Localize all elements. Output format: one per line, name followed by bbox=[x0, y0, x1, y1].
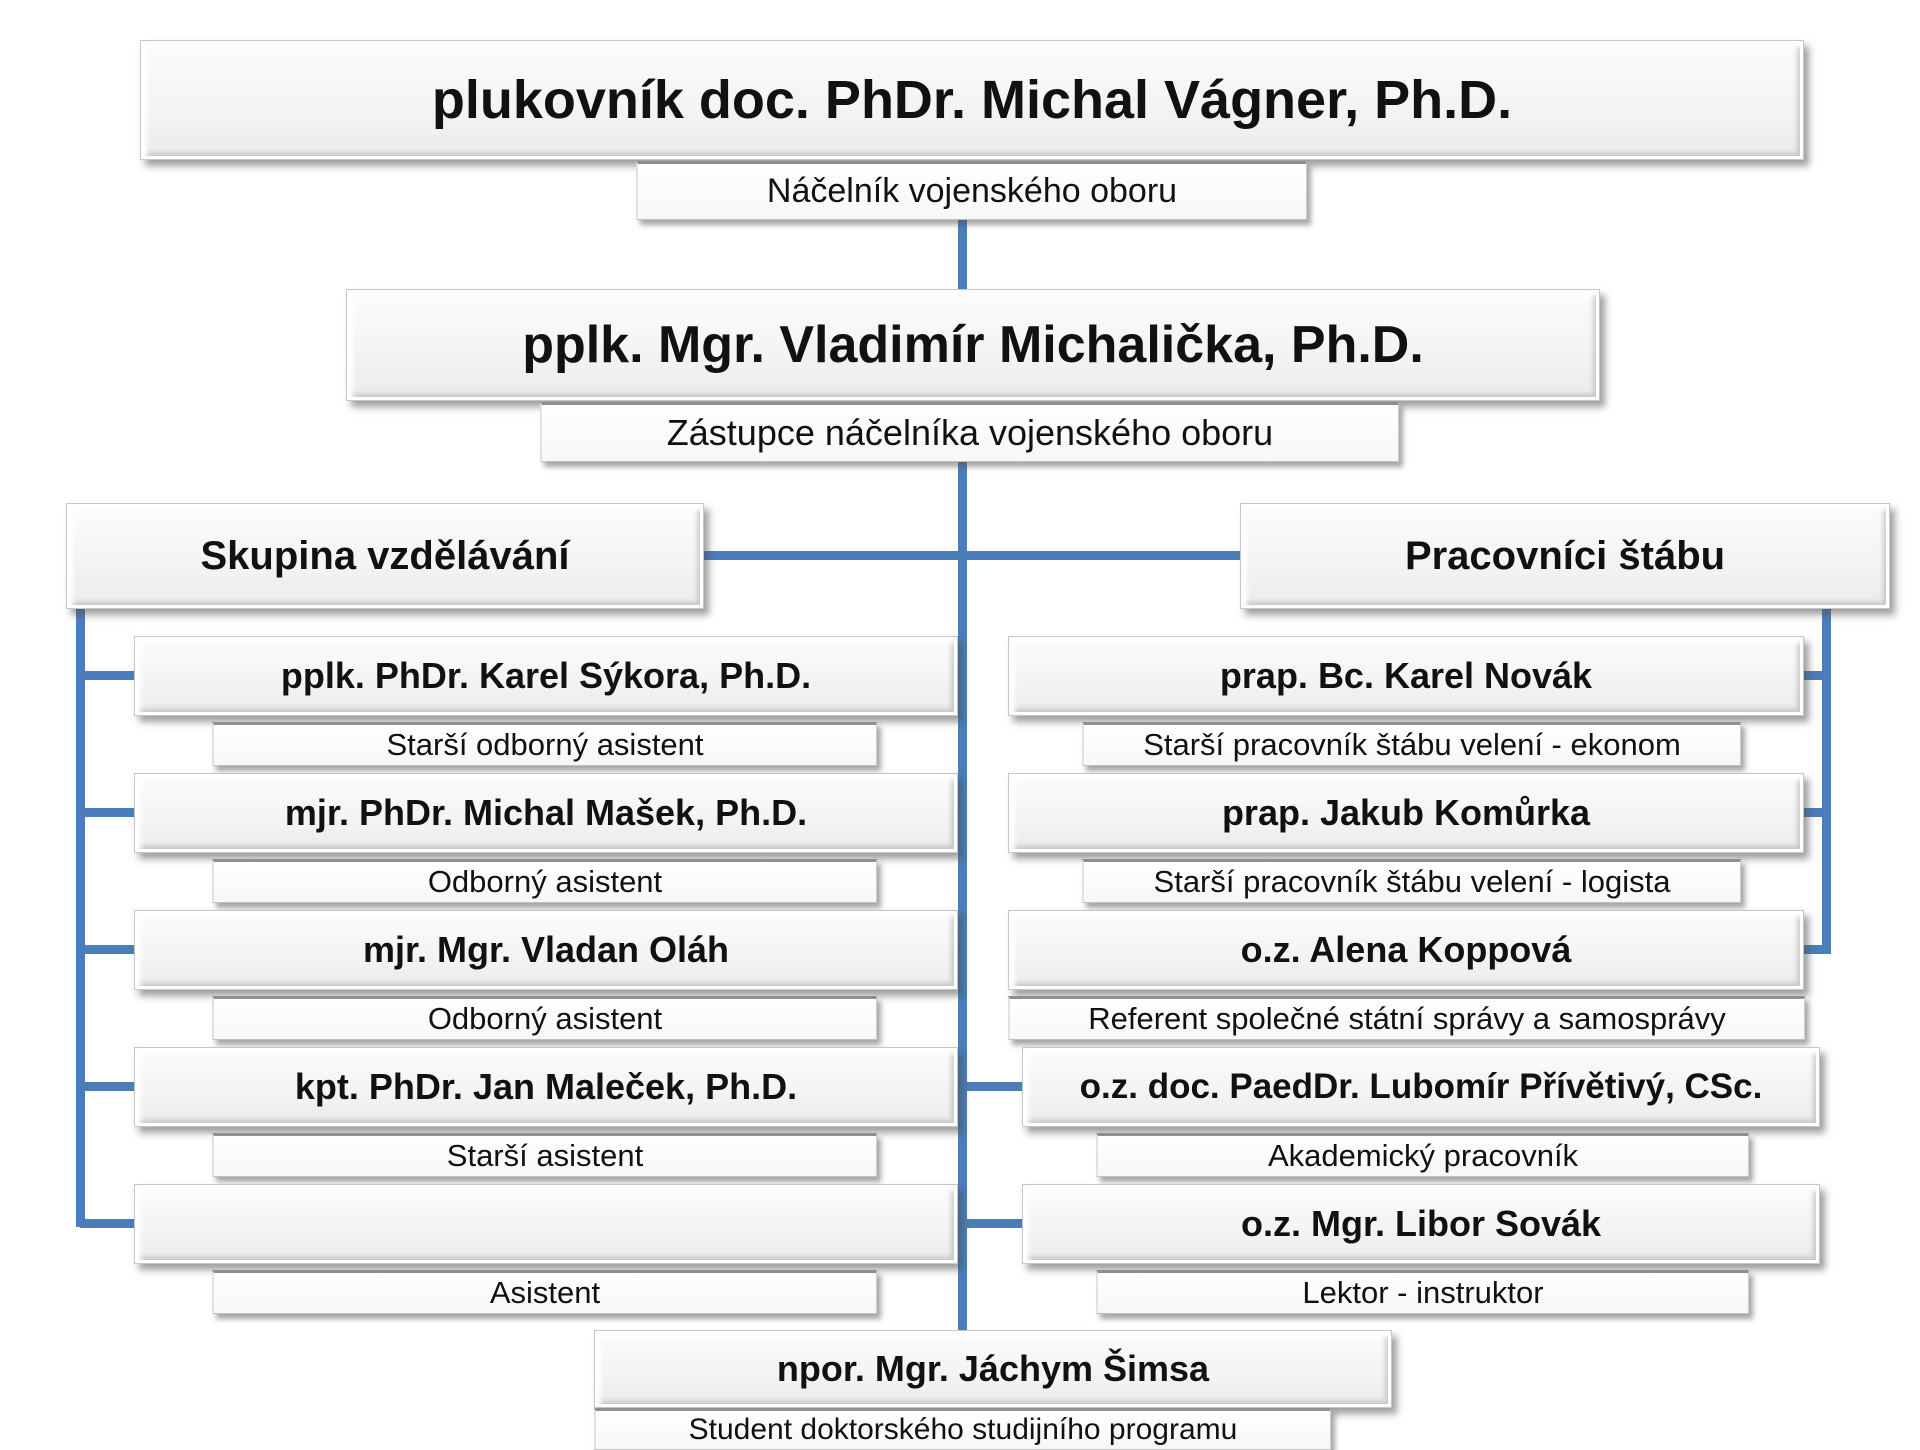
connector-right-rail bbox=[1822, 605, 1831, 954]
org-node-chief-title: Náčelník vojenského oboru bbox=[636, 161, 1307, 220]
org-node-group-right-header: Pracovníci štábu bbox=[1240, 503, 1890, 609]
org-node-member-name: o.z. Alena Koppová bbox=[1008, 910, 1804, 990]
org-node-chief-name: plukovník doc. PhDr. Michal Vágner, Ph.D. bbox=[140, 40, 1804, 160]
org-node-member-title: Odborný asistent bbox=[212, 859, 877, 903]
org-node-member-name: mjr. PhDr. Michal Mašek, Ph.D. bbox=[134, 773, 958, 853]
org-node-member-title: Asistent bbox=[212, 1270, 877, 1314]
connector-left-stub-1 bbox=[80, 671, 138, 680]
org-node-member-name: mjr. Mgr. Vladan Oláh bbox=[134, 910, 958, 990]
org-node-deputy-name: pplk. Mgr. Vladimír Michalička, Ph.D. bbox=[346, 289, 1600, 401]
org-node-member-title: Lektor - instruktor bbox=[1096, 1270, 1749, 1314]
org-node-member-title: Starší asistent bbox=[212, 1133, 877, 1177]
org-node-member-name: o.z. doc. PaedDr. Lubomír Přívětivý, CSc. bbox=[1022, 1047, 1820, 1127]
connector-center-spine bbox=[958, 455, 967, 1332]
org-node-member-name: kpt. PhDr. Jan Maleček, Ph.D. bbox=[134, 1047, 958, 1127]
org-node-member-name: pplk. PhDr. Karel Sýkora, Ph.D. bbox=[134, 636, 958, 716]
connector-right-stub-4 bbox=[963, 1082, 1025, 1091]
org-node-student-name: npor. Mgr. Jáchym Šimsa bbox=[594, 1330, 1392, 1408]
connector-left-stub-5 bbox=[80, 1219, 138, 1228]
org-node-member-name-vacant bbox=[134, 1184, 958, 1264]
org-node-member-title: Starší pracovník štábu velení - ekonom bbox=[1082, 722, 1741, 766]
org-node-member-name: prap. Jakub Komůrka bbox=[1008, 773, 1804, 853]
connector-left-stub-3 bbox=[80, 945, 138, 954]
org-node-member-name: o.z. Mgr. Libor Sovák bbox=[1022, 1184, 1820, 1264]
org-node-member-title: Starší pracovník štábu velení - logista bbox=[1082, 859, 1741, 903]
org-node-student-title: Student doktorského studijního programu bbox=[594, 1408, 1331, 1450]
org-node-member-title: Starší odborný asistent bbox=[212, 722, 877, 766]
org-node-member-name: prap. Bc. Karel Novák bbox=[1008, 636, 1804, 716]
connector-left-stub-2 bbox=[80, 808, 138, 817]
connector-branch-left bbox=[698, 551, 962, 560]
org-node-member-title: Referent společné státní správy a samosprávy bbox=[1008, 996, 1805, 1040]
connector-branch-right bbox=[963, 551, 1243, 560]
connector-right-stub-5 bbox=[963, 1219, 1025, 1228]
connector-chief-deputy bbox=[958, 212, 967, 292]
connector-left-rail bbox=[76, 605, 85, 1227]
org-node-group-left-header: Skupina vzdělávání bbox=[66, 503, 704, 609]
org-node-member-title: Odborný asistent bbox=[212, 996, 877, 1040]
connector-left-stub-4 bbox=[80, 1082, 138, 1091]
org-node-member-title: Akademický pracovník bbox=[1096, 1133, 1749, 1177]
org-node-deputy-title: Zástupce náčelníka vojenského oboru bbox=[540, 402, 1399, 462]
